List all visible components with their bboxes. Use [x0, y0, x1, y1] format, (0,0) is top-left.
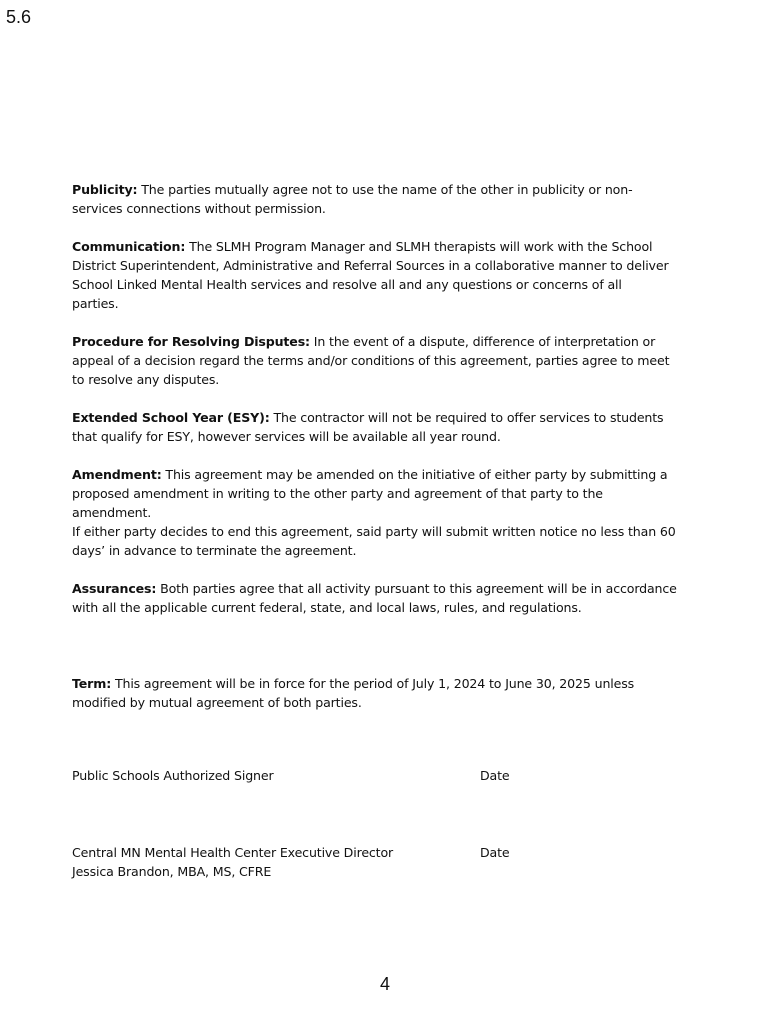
publicity-text: The parties mutually agree not to use the name of the other in publicity or non- services connections without permission.: [72, 182, 633, 216]
esy-heading: Extended School Year (ESY):: [72, 410, 270, 425]
publicity-heading: Publicity:: [72, 182, 138, 197]
center-date-label: Date: [480, 845, 510, 860]
amendment-paragraph: [72, 465, 697, 560]
disputes-paragraph: [72, 332, 697, 389]
page-number: 4: [379, 974, 390, 994]
center-signer-label: Central MN Mental Health Center Executive Director Jessica Brandon, MBA, MS, CFRE: [72, 845, 394, 879]
term-text: This agreement will be in force for the period of July 1, 2024 to June 30, 2025 unless modified by mutual agreement of both parties.: [72, 676, 635, 710]
assurances-paragraph: [72, 579, 697, 617]
amendment-text: This agreement may be amended on the initiative of either party by submitting a proposed amendment in writing to the other party and agreement of that party to the amendment. If either party decides to end this agreement, said party will submit written notice no less than 60 days’ in advance to terminate the agreement.: [72, 467, 676, 558]
communication-text: The SLMH Program Manager and SLMH therapists will work with the School District Superintendent, Administrative and Referral Sources in a collaborative manner to deliver School Linked Mental Health services and resolve all and any questions or concerns of all parties.: [72, 239, 669, 311]
communication-paragraph: [72, 237, 697, 313]
amendment-heading: Amendment:: [72, 467, 162, 482]
term-paragraph: [72, 674, 697, 712]
disputes-text: In the event of a dispute, difference of interpretation or appeal of a decision regard the terms and/or conditions of this agreement, parties agree to meet to resolve any disputes.: [72, 334, 670, 387]
school-date-label: Date: [480, 768, 510, 783]
communication-heading: Communication:: [72, 239, 186, 254]
disputes-heading: Procedure for Resolving Disputes:: [72, 334, 310, 349]
agreement-body: [72, 180, 697, 712]
assurances-text: Both parties agree that all activity pursuant to this agreement will be in accordance with all the applicable current federal, state, and local laws, rules, and regulations.: [72, 581, 677, 615]
term-heading: Term:: [72, 676, 112, 691]
page-tag: 5.6: [6, 7, 32, 27]
esy-paragraph: [72, 408, 697, 446]
publicity-paragraph: [72, 180, 697, 218]
assurances-heading: Assurances:: [72, 581, 157, 596]
esy-text: The contractor will not be required to offer services to students that qualify for ESY, however services will be available all year round.: [72, 410, 664, 444]
school-signer-label: Public Schools Authorized Signer: [72, 768, 274, 783]
